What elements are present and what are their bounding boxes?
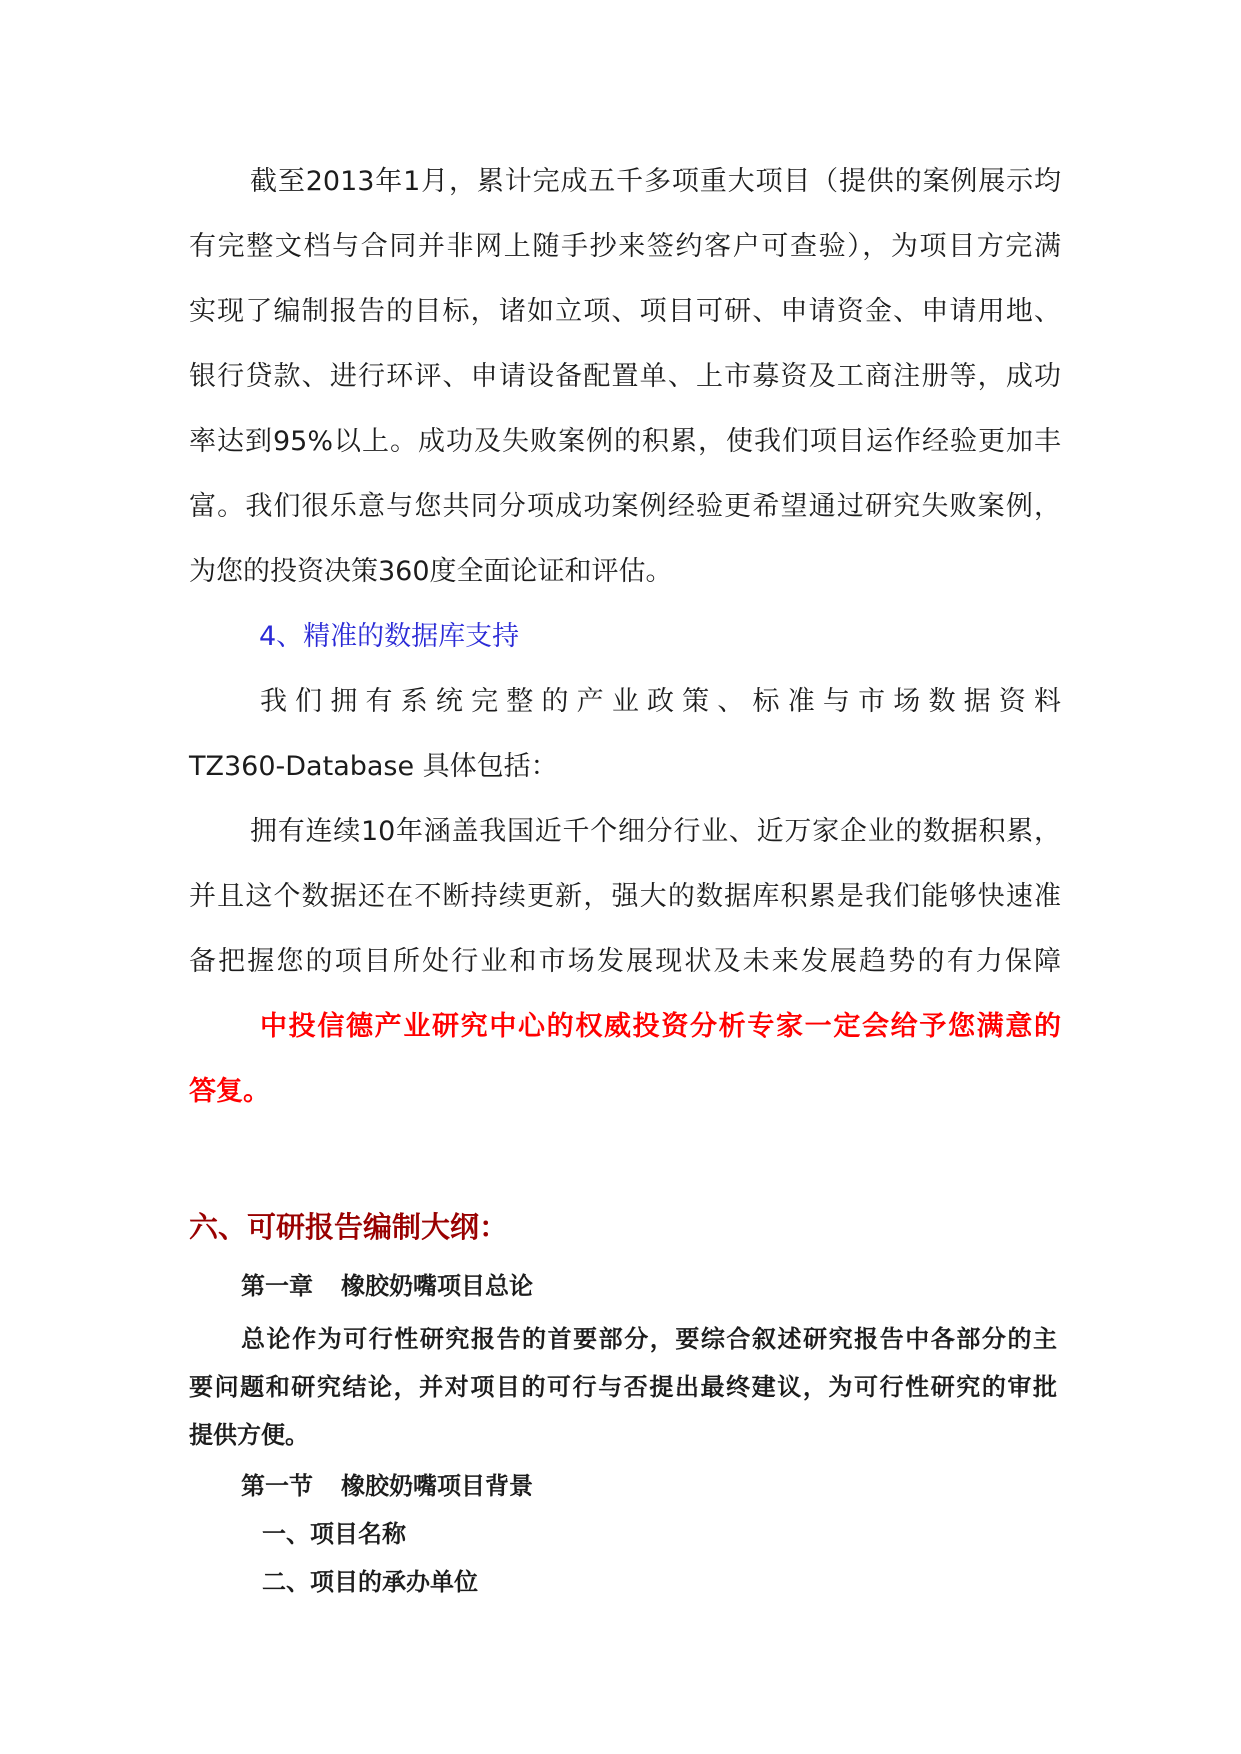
intro-line: 富。我们很乐意与您共同分项成功案例经验更希望通过研究失败案例， <box>189 491 1061 522</box>
outline-item: 二、项目的承办单位 <box>262 1568 478 1596</box>
database-detail-paragraph <box>189 799 1061 994</box>
intro-line: 截至2013年1月，累计完成五千多项重大项目（提供的案例展示均 <box>250 166 1061 197</box>
closing-paragraph <box>189 994 1061 1124</box>
report-outline <box>189 1202 1057 1606</box>
section-heading <box>189 1462 1057 1510</box>
intro-line: 银行贷款、进行环评、申请设备配置单、上市募资及工商注册等，成功 <box>189 361 1061 392</box>
closing-line: 答复。 <box>189 1076 270 1107</box>
body-text <box>189 149 1061 1124</box>
chapter-summary-line: 提供方便。 <box>189 1421 309 1449</box>
database-detail-line: 并且这个数据还在不断持续更新，强大的数据库积累是我们能够快速准 <box>189 881 1061 912</box>
chapter-summary-line: 总论作为可行性研究报告的首要部分，要综合叙述研究报告中各部分的主 <box>241 1325 1057 1353</box>
intro-line: 实现了编制报告的目标，诸如立项、项目可研、申请资金、申请用地、 <box>189 296 1061 327</box>
database-intro-paragraph <box>189 669 1061 799</box>
closing-line: 中投信德产业研究中心的权威投资分析专家一定会给予您满意的 <box>260 1011 1061 1042</box>
intro-line: 有完整文档与合同并非网上随手抄来签约客户可查验），为项目方完满 <box>189 231 1061 262</box>
section-number: 第一节 <box>241 1472 313 1500</box>
database-heading: 4、精准的数据库支持 <box>259 621 520 652</box>
database-intro-line: 我们拥有系统完整的产业政策、标准与市场数据资料 <box>260 686 1061 717</box>
database-detail-line: 备把握您的项目所处行业和市场发展现状及未来发展趋势的有力保障 <box>189 946 1061 977</box>
outline-item: 一、项目名称 <box>262 1520 406 1548</box>
database-detail-line: 拥有连续10年涵盖我国近千个细分行业、近万家企业的数据积累， <box>250 816 1061 847</box>
intro-paragraph <box>189 149 1061 604</box>
chapter-summary-line: 要问题和研究结论，并对项目的可行与否提出最终建议，为可行性研究的审批 <box>189 1373 1057 1401</box>
chapter-summary <box>189 1315 1057 1459</box>
chapter-number: 第一章 <box>241 1272 313 1300</box>
intro-line: 为您的投资决策360度全面论证和评估。 <box>189 556 673 587</box>
outline-heading: 六、可研报告编制大纲： <box>189 1210 509 1244</box>
section-title: 橡胶奶嘴项目背景 <box>341 1472 533 1500</box>
chapter-title: 橡胶奶嘴项目总论 <box>341 1272 533 1300</box>
database-intro-line: TZ360-Database 具体包括： <box>189 751 558 782</box>
intro-line: 率达到95%以上。成功及失败案例的积累，使我们项目运作经验更加丰 <box>189 426 1061 457</box>
chapter-heading <box>189 1262 1057 1310</box>
